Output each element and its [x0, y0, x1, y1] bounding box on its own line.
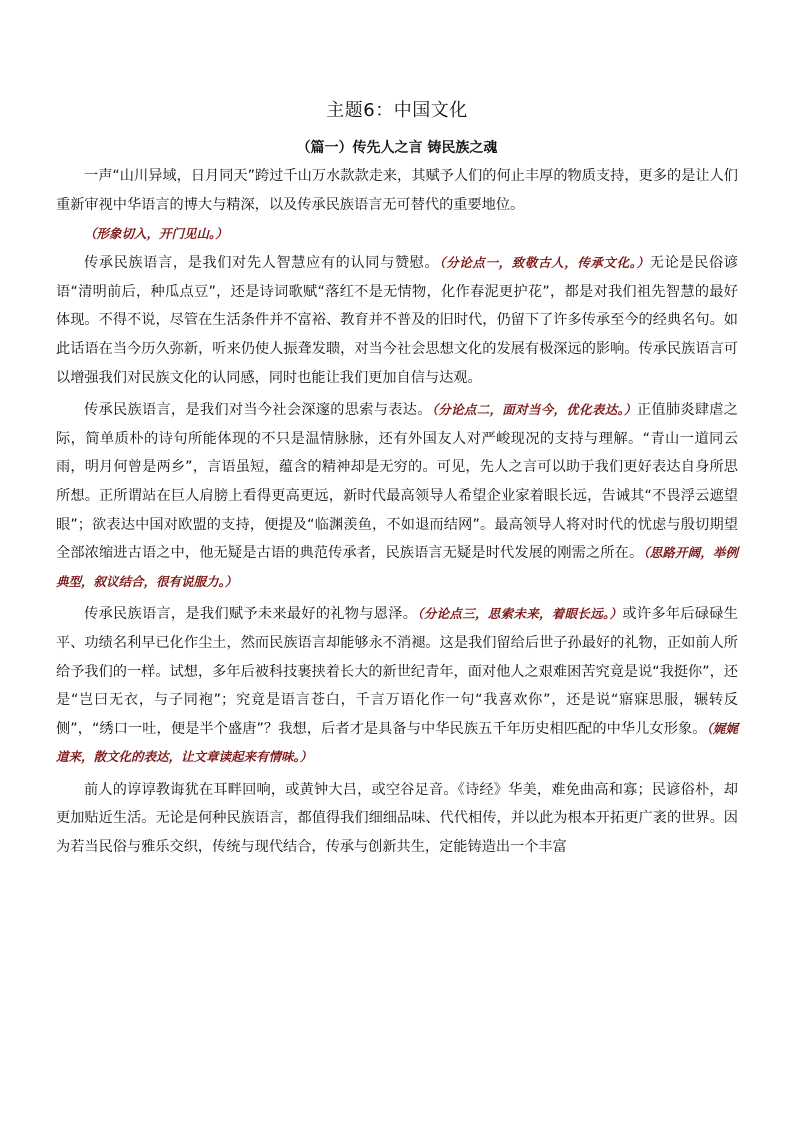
- paragraph-intro: 一声“山川异域，日月同天”跨过千山万水款款走来，其赋予人们的何止丰厚的物质支持，更多的是让人们重新审视中华语言的博大与精深，以及传承民族语言无可替代的重要地位。: [56, 168, 738, 213]
- paragraph-conclusion: 前人的谆谆教诲犹在耳畔回响，或黄钟大吕，或空谷足音。《诗经》华美，难免曲高和寡；民谚俗朴，却更加贴近生活。无论是何种民族语言，都值得我们细细品味、代代相传，并以此为根本开拓更广袤的世界。因为若当民俗与雅乐交织，传统与现代结合，传承与创新共生，定能铸造出一个丰富: [56, 781, 738, 856]
- page-title: 主题6：中国文化: [326, 100, 468, 121]
- comment-note-style: （娓娓道来，散文化的表达，让文章读起来有情味。）: [56, 720, 738, 765]
- comment-note-point-three: （分论点三，思索未来，着眼长远。）: [417, 606, 623, 622]
- article-subtitle: （篇一）传先人之言 铸民族之魂: [296, 140, 498, 156]
- paragraph-point-one: [56, 249, 738, 392]
- paragraph-point-three: [56, 600, 738, 772]
- comment-note-point-one: （分论点一，致敬古人，传承文化。）: [439, 255, 650, 271]
- point-three-body: 或许多年后碌碌生平、功绩名利早已化作尘土，然而民族语言却能够永不消褪。这是我们留给后世子孙最好的礼物，正如前人所给予我们的一样。试想，多年后被科技裹挟着长大的新世纪青年，面对他人之艰难困苦究竟是说“我挺你”，还是“岂曰无衣，与子同袍”；究竟是语言苍白，千言万语化作一句“我喜欢你”，还是说“寤寐思服，辗转反侧”，“绣口一吐，便是半个盛唐”？我想，后者才是具备与中华民族五千年历史相匹配的中华儿女形象。: [56, 606, 738, 737]
- comment-note-intro: （形象切入，开门见山。）: [84, 226, 228, 242]
- comment-note-examples: （思路开阔，举例典型，叙议结合，很有说服力。）: [56, 545, 738, 589]
- point-two-lead: 传承民族语言，是我们对当今社会深邃的思索与表达。: [84, 402, 432, 419]
- point-one-body: 无论是民俗谚语“清明前后，种瓜点豆”，还是诗词歌赋“落红不是无情物，化作春泥更护花”，都是对我们祖先智慧的最好体现。不得不说，尽管在生活条件并不富裕、教育并不普及的旧时代，仍留下了许多传承至今的经典名句。如此话语在当今历久弥新，听来仍使人振聋发聩，对当今社会思想文化的发展有极深远的影响。传承民族语言可以增强我们对民族文化的认同感，同时也能让我们更加自信与达观。: [56, 255, 738, 386]
- point-one-lead: 传承民族语言，是我们对先人智慧应有的认同与赞慰。: [84, 255, 440, 272]
- point-two-body: 正值肺炎肆虐之际，简单质朴的诗句所能体现的不只是温情脉脉，还有外国友人对严峻现况的支持与理解。“青山一道同云雨，明月何曾是两乡”，言语虽短，蕴含的精神却是无穷的。可见，先人之言可以助于我们更好表达自身所思所想。正所谓站在巨人肩膀上看得更高更远，新时代最高领导人希望企业家着眼长远，告诫其“不畏浮云遮望眼”；欲表达中国对欧盟的支持，便提及“临渊羡鱼，不如退而结网”。最高领导人将对时代的忧虑与殷切期望全部浓缩进古语之中，他无疑是古语的典范传承者，民族语言无疑是时代发展的刚需之所在。: [56, 402, 738, 562]
- point-three-lead: 传承民族语言，是我们赋予未来最好的礼物与恩泽。: [84, 606, 418, 623]
- comment-note-point-two: （分论点二，面对当今，优化表达。）: [431, 402, 637, 418]
- paragraph-point-two: [56, 396, 738, 596]
